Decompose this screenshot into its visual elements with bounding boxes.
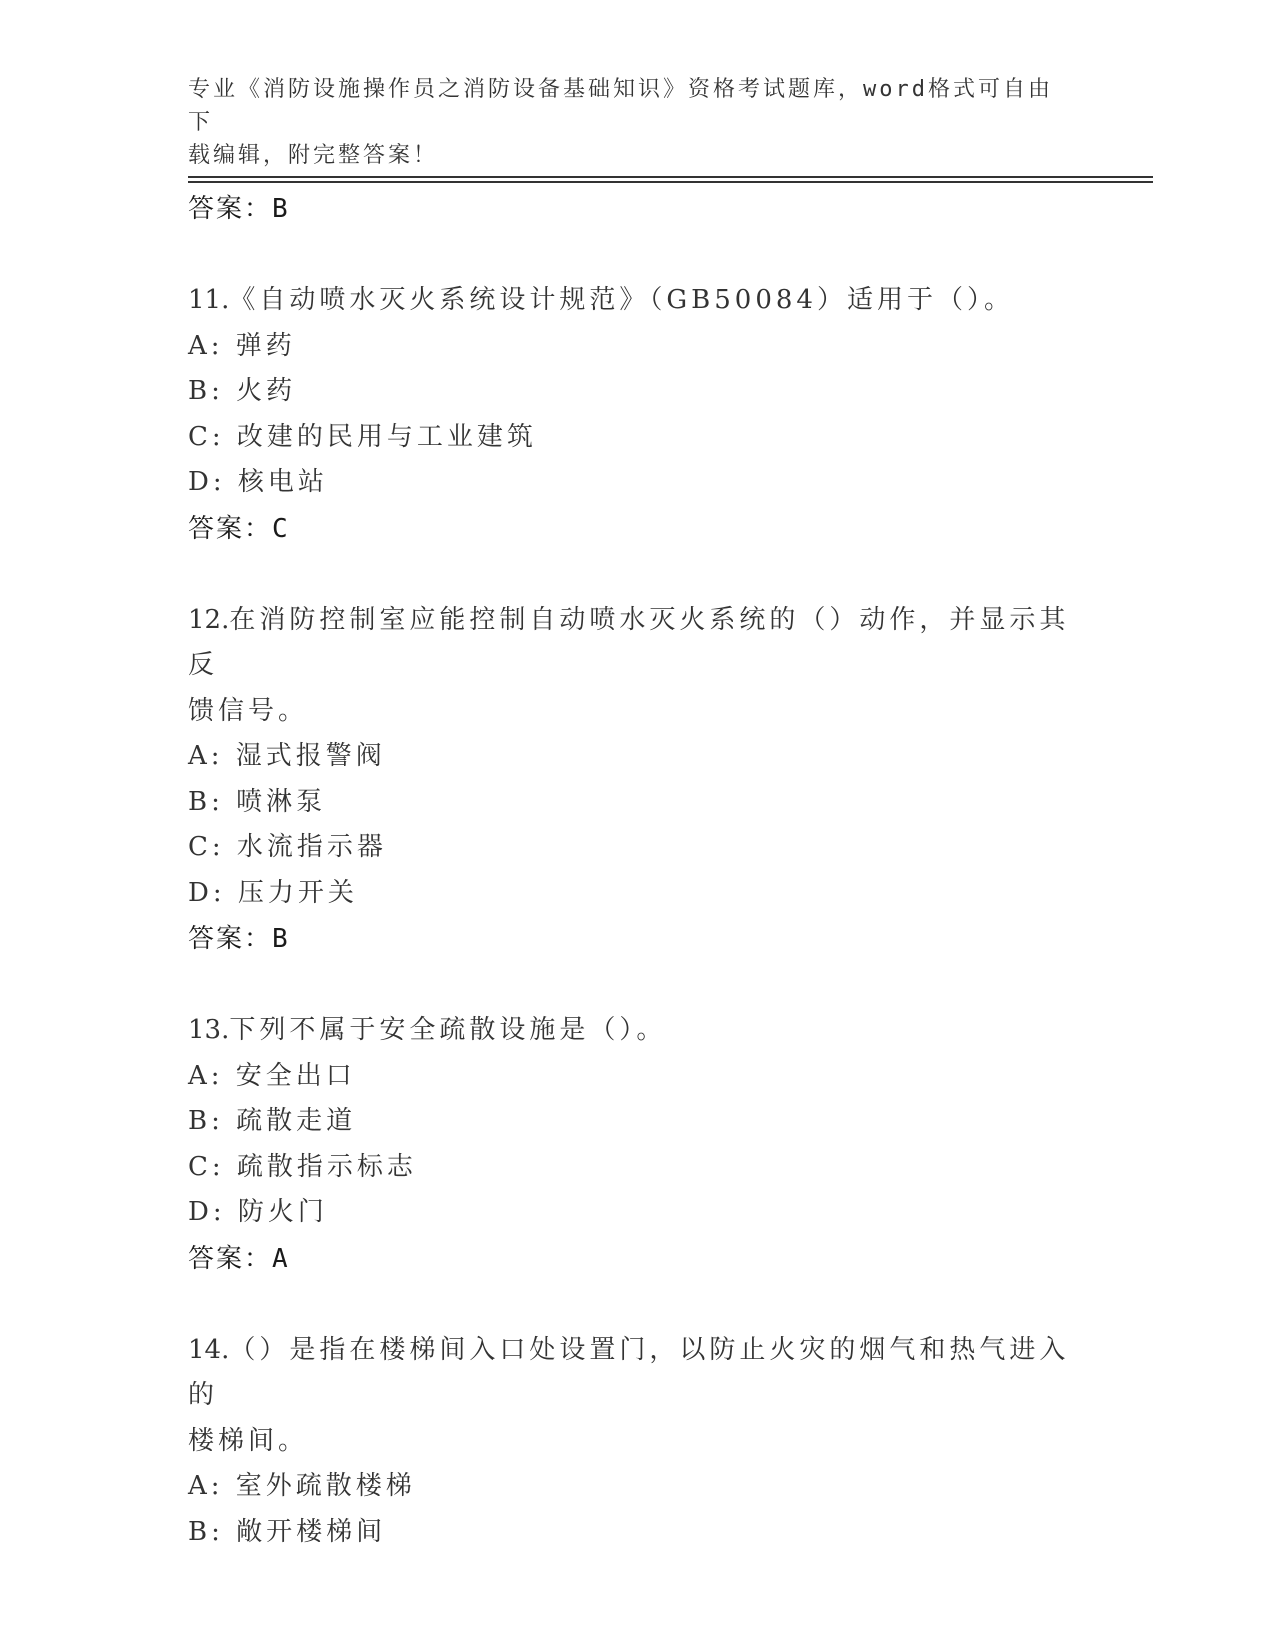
document-header [188, 73, 1068, 172]
header-line-1: 专业《消防设施操作员之消防设备基础知识》资格考试题库，word格式可自由下 [188, 77, 1053, 135]
answer-value: A [272, 1243, 290, 1274]
header-line-2: 载编辑，附完整答案！ [188, 143, 439, 168]
option-b: B: 疏散走道 [188, 1106, 357, 1136]
answer-prefix: 答案： [188, 194, 273, 224]
option-b: B: 喷淋泵 [188, 786, 327, 817]
question-number: 13. [188, 1015, 230, 1045]
question-number: 11. [188, 285, 230, 315]
header-divider-top [188, 176, 1153, 178]
option-a: A: 安全出口 [188, 1060, 356, 1091]
answer-value: B [272, 924, 290, 954]
question-text: 14.（）是指在楼梯间入口处设置门，以防止火灾的烟气和热气进入的 [188, 1334, 1070, 1410]
answer-value: C [272, 513, 290, 544]
question-text-continued: 楼梯间。 [188, 1425, 309, 1456]
option-d: D: 核电站 [188, 467, 328, 497]
option-a: A: 弹药 [188, 330, 296, 361]
question-block [188, 278, 1088, 552]
question-text: 13.下列不属于安全疏散设施是（）。 [188, 1015, 667, 1045]
question-number: 12. [188, 604, 230, 635]
answer-prefix: 答案： [188, 1243, 273, 1274]
option-c: C: 改建的民用与工业建筑 [188, 421, 537, 452]
question-block [188, 1008, 1088, 1282]
question-text-continued: 馈信号。 [188, 695, 309, 726]
answer-line [188, 916, 1088, 962]
answer-line [188, 186, 1088, 232]
answer-prefix: 答案： [188, 924, 273, 954]
question-block [188, 1328, 1088, 1556]
option-a: A: 室外疏散楼梯 [188, 1471, 416, 1501]
option-d: D: 防火门 [188, 1197, 328, 1227]
option-c: C: 水流指示器 [188, 832, 387, 862]
option-d: D: 压力开关 [188, 877, 358, 908]
answer-line [188, 506, 1088, 552]
option-b: B: 火药 [188, 376, 297, 406]
question-text: 11.《自动喷水灭火系统设计规范》（GB50084）适用于（）。 [188, 285, 1014, 315]
question-text: 12.在消防控制室应能控制自动喷水灭火系统的（）动作，并显示其反 [188, 604, 1070, 680]
header-divider-bottom [188, 181, 1153, 183]
answer-value: B [272, 194, 290, 224]
option-a: A: 湿式报警阀 [188, 741, 386, 771]
question-list [188, 186, 1088, 1555]
option-c: C: 疏散指示标志 [188, 1151, 417, 1182]
question-block [188, 598, 1088, 963]
answer-line [188, 1236, 1088, 1282]
option-b: B: 敞开楼梯间 [188, 1516, 387, 1547]
answer-prefix: 答案： [188, 513, 273, 544]
question-number: 14. [188, 1334, 230, 1365]
